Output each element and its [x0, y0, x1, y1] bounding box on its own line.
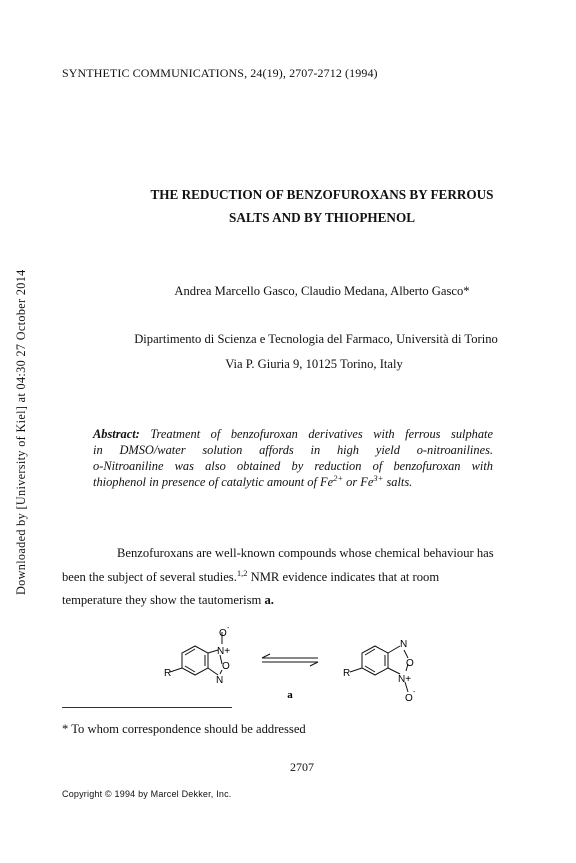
abstract: [93, 426, 493, 490]
equilibrium-arrows: [262, 654, 318, 666]
n-plus-left: N+: [217, 646, 231, 657]
o-minus-left: O: [219, 628, 227, 639]
title-line-1: THE REDUCTION OF BENZOFUROXANS BY FERROUS: [150, 187, 494, 202]
abstract-text-4c: salts.: [383, 475, 413, 489]
citation-superscript: 1,2: [236, 567, 248, 578]
download-watermark-text: Downloaded by [University of Kiel] at 04:30 27 October 2014: [14, 269, 28, 595]
tautomerism-scheme: [150, 622, 450, 712]
scheme-label: a: [287, 689, 293, 701]
minus-left: -: [227, 625, 230, 632]
affiliation-line-1: Dipartimento di Scienza e Tecnologia del Farmaco, Università di Torino: [134, 332, 498, 346]
n-ring-left: N: [216, 675, 224, 686]
abstract-line-3: o-Nitroaniline was also obtained by reduction of benzofuroxan with: [93, 459, 493, 473]
footnote: * To whom correspondence should be addressed: [62, 722, 306, 736]
abstract-line-1: [93, 426, 493, 442]
title-line-2: SALTS AND BY THIOPHENOL: [228, 210, 416, 225]
benzofuroxan-right: [350, 646, 408, 692]
minus-right: -: [413, 689, 416, 696]
n-ring-right: N: [400, 639, 408, 650]
body-line-3: [62, 589, 517, 613]
page-number: 2707: [290, 760, 314, 774]
r-left: R: [164, 668, 172, 679]
body-line-1: Benzofuroxans are well-known compounds whose chemical behaviour has: [117, 546, 494, 560]
journal-header: SYNTHETIC COMMUNICATIONS, 24(19), 2707-2712 (1994): [62, 66, 378, 80]
body-paragraph: [62, 542, 517, 613]
o-minus-right: O: [405, 693, 413, 704]
abstract-line-2: in DMSO/water solution affords in high yield o-nitroanilines.: [93, 443, 493, 457]
scheme-ref: a.: [264, 593, 274, 607]
o-ring-right: O: [406, 658, 414, 669]
abstract-text-4a: thiophenol in presence of catalytic amount of Fe: [93, 475, 334, 489]
authors: Andrea Marcello Gasco, Claudio Medana, Alberto Gasco*: [174, 284, 470, 298]
affiliation-line-2: Via P. Giuria 9, 10125 Torino, Italy: [225, 357, 403, 371]
abstract-text-1: Treatment of benzofuroxan derivatives with ferrous sulphate: [139, 427, 493, 441]
abstract-sup-1: 2+: [333, 472, 344, 483]
abstract-sup-2: 3+: [373, 472, 384, 483]
r-right: R: [343, 668, 351, 679]
body-text-3a: temperature they show the tautomerism: [62, 593, 265, 607]
body-line-2: [62, 566, 517, 590]
body-text-2b: NMR evidence indicates that at room: [247, 569, 440, 584]
footnote-rule: [62, 707, 232, 708]
body-text-2a: been the subject of several studies.: [62, 569, 237, 584]
abstract-text-4b: or Fe: [343, 475, 374, 489]
n-plus-right: N+: [398, 674, 412, 685]
o-ring-left: O: [222, 661, 230, 672]
abstract-line-4: [93, 474, 493, 490]
abstract-label: Abstract:: [93, 427, 140, 441]
benzofuroxan-left: [170, 632, 222, 675]
copyright: Copyright © 1994 by Marcel Dekker, Inc.: [62, 789, 232, 799]
